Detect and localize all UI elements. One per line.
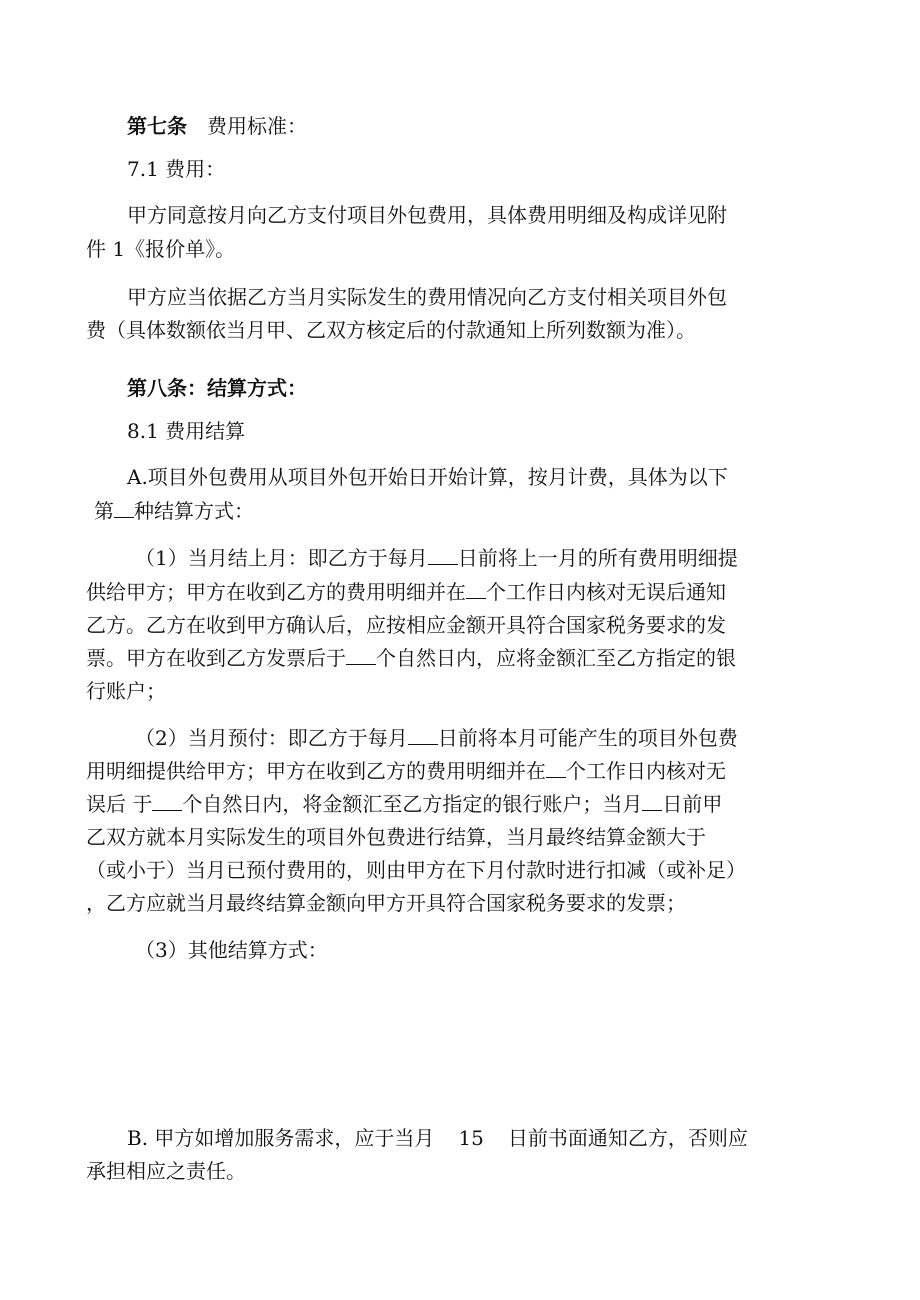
text-run: 日前将上一月的所有费用明细提 bbox=[457, 546, 738, 570]
text-run: 种结算方式： bbox=[134, 499, 254, 523]
paragraph-line bbox=[86, 645, 736, 671]
paragraph-line: 乙方。乙方在收到甲方确认后，应按相应金额开具符合国家税务要求的发 bbox=[86, 613, 726, 637]
fill-in-blank bbox=[428, 548, 458, 565]
paragraph-line bbox=[135, 545, 738, 571]
paragraph-line bbox=[94, 498, 254, 524]
fill-in-blank bbox=[346, 648, 376, 665]
article-7-title: 费用标准： bbox=[207, 114, 307, 138]
text-run: 个工作日内核对无 bbox=[566, 759, 726, 783]
text-run: 日前书面通知乙方，否则应 bbox=[507, 1126, 748, 1150]
fill-in-blank bbox=[408, 728, 438, 745]
article-7-heading bbox=[127, 113, 307, 139]
text-run: 票。甲方在收到乙方发票后于 bbox=[86, 646, 346, 670]
text-run: 误后 于 bbox=[86, 792, 153, 816]
paragraph-line: 行账户； bbox=[86, 679, 166, 703]
paragraph-line bbox=[135, 725, 738, 751]
notice-day-value: 15 bbox=[458, 1126, 484, 1150]
text-run: 用明细提供给甲方；甲方在收到乙方的费用明细并在 bbox=[86, 759, 546, 783]
paragraph-line bbox=[86, 758, 726, 784]
paragraph-line: 甲方应当依据乙方当月实际发生的费用情况向乙方支付相关项目外包 bbox=[127, 285, 727, 309]
paragraph-line: 甲方同意按月向乙方支付项目外包费用，具体费用明细及构成详见附 bbox=[127, 203, 727, 227]
text-run: 个自然日内，应将金额汇至乙方指定的银 bbox=[376, 646, 736, 670]
article-8-heading: 第八条：结算方式： bbox=[127, 376, 307, 400]
paragraph-line: A.项目外包费用从项目外包开始日开始计算，按月计费，具体为以下 bbox=[127, 465, 728, 489]
text-run: B. 甲方如增加服务需求，应于当月 bbox=[127, 1126, 435, 1150]
text-run: 日前甲 bbox=[662, 792, 723, 816]
fill-in-blank bbox=[114, 501, 134, 518]
text-run: 供给甲方；甲方在收到乙方的费用明细并在 bbox=[86, 580, 466, 604]
paragraph-line bbox=[86, 791, 722, 817]
paragraph-line: 件 1《报价单》。 bbox=[86, 237, 236, 261]
text-run: 日前将本月可能产生的项目外包费 bbox=[437, 726, 738, 750]
text-run: 第 bbox=[94, 499, 114, 523]
text-run: （2）当月预付：即乙方于每月 bbox=[135, 726, 408, 750]
fill-in-blank bbox=[546, 761, 566, 778]
paragraph-line bbox=[86, 579, 726, 605]
section-8-1-heading: 8.1 费用结算 bbox=[127, 419, 246, 443]
paragraph-line: 乙双方就本月实际发生的项目外包费进行结算，当月最终结算金额大于 bbox=[86, 825, 706, 849]
paragraph-line: ，乙方应就当月最终结算金额向甲方开具符合国家税务要求的发票； bbox=[86, 891, 686, 915]
article-7-number: 第七条 bbox=[127, 114, 187, 138]
text-run: （1）当月结上月：即乙方于每月 bbox=[135, 546, 428, 570]
text-run: 个自然日内，将金额汇至乙方指定的银行账户；当月 bbox=[182, 792, 643, 816]
fill-in-blank bbox=[466, 582, 486, 599]
paragraph-line: 费（具体数额依当月甲、乙双方核定后的付款通知上所列数额为准）。 bbox=[86, 318, 696, 342]
paragraph-line: （或小于）当月已预付费用的，则由甲方在下月付款时进行扣减（或补足） bbox=[86, 858, 746, 882]
fill-in-blank bbox=[152, 794, 182, 811]
text-run: 个工作日内核对无误后通知 bbox=[486, 580, 726, 604]
section-7-1-heading: 7.1 费用： bbox=[127, 157, 226, 181]
paragraph-line: （3）其他结算方式： bbox=[135, 938, 328, 962]
paragraph-line: 承担相应之责任。 bbox=[86, 1159, 246, 1183]
fill-in-blank bbox=[642, 794, 662, 811]
paragraph-line bbox=[127, 1125, 748, 1151]
